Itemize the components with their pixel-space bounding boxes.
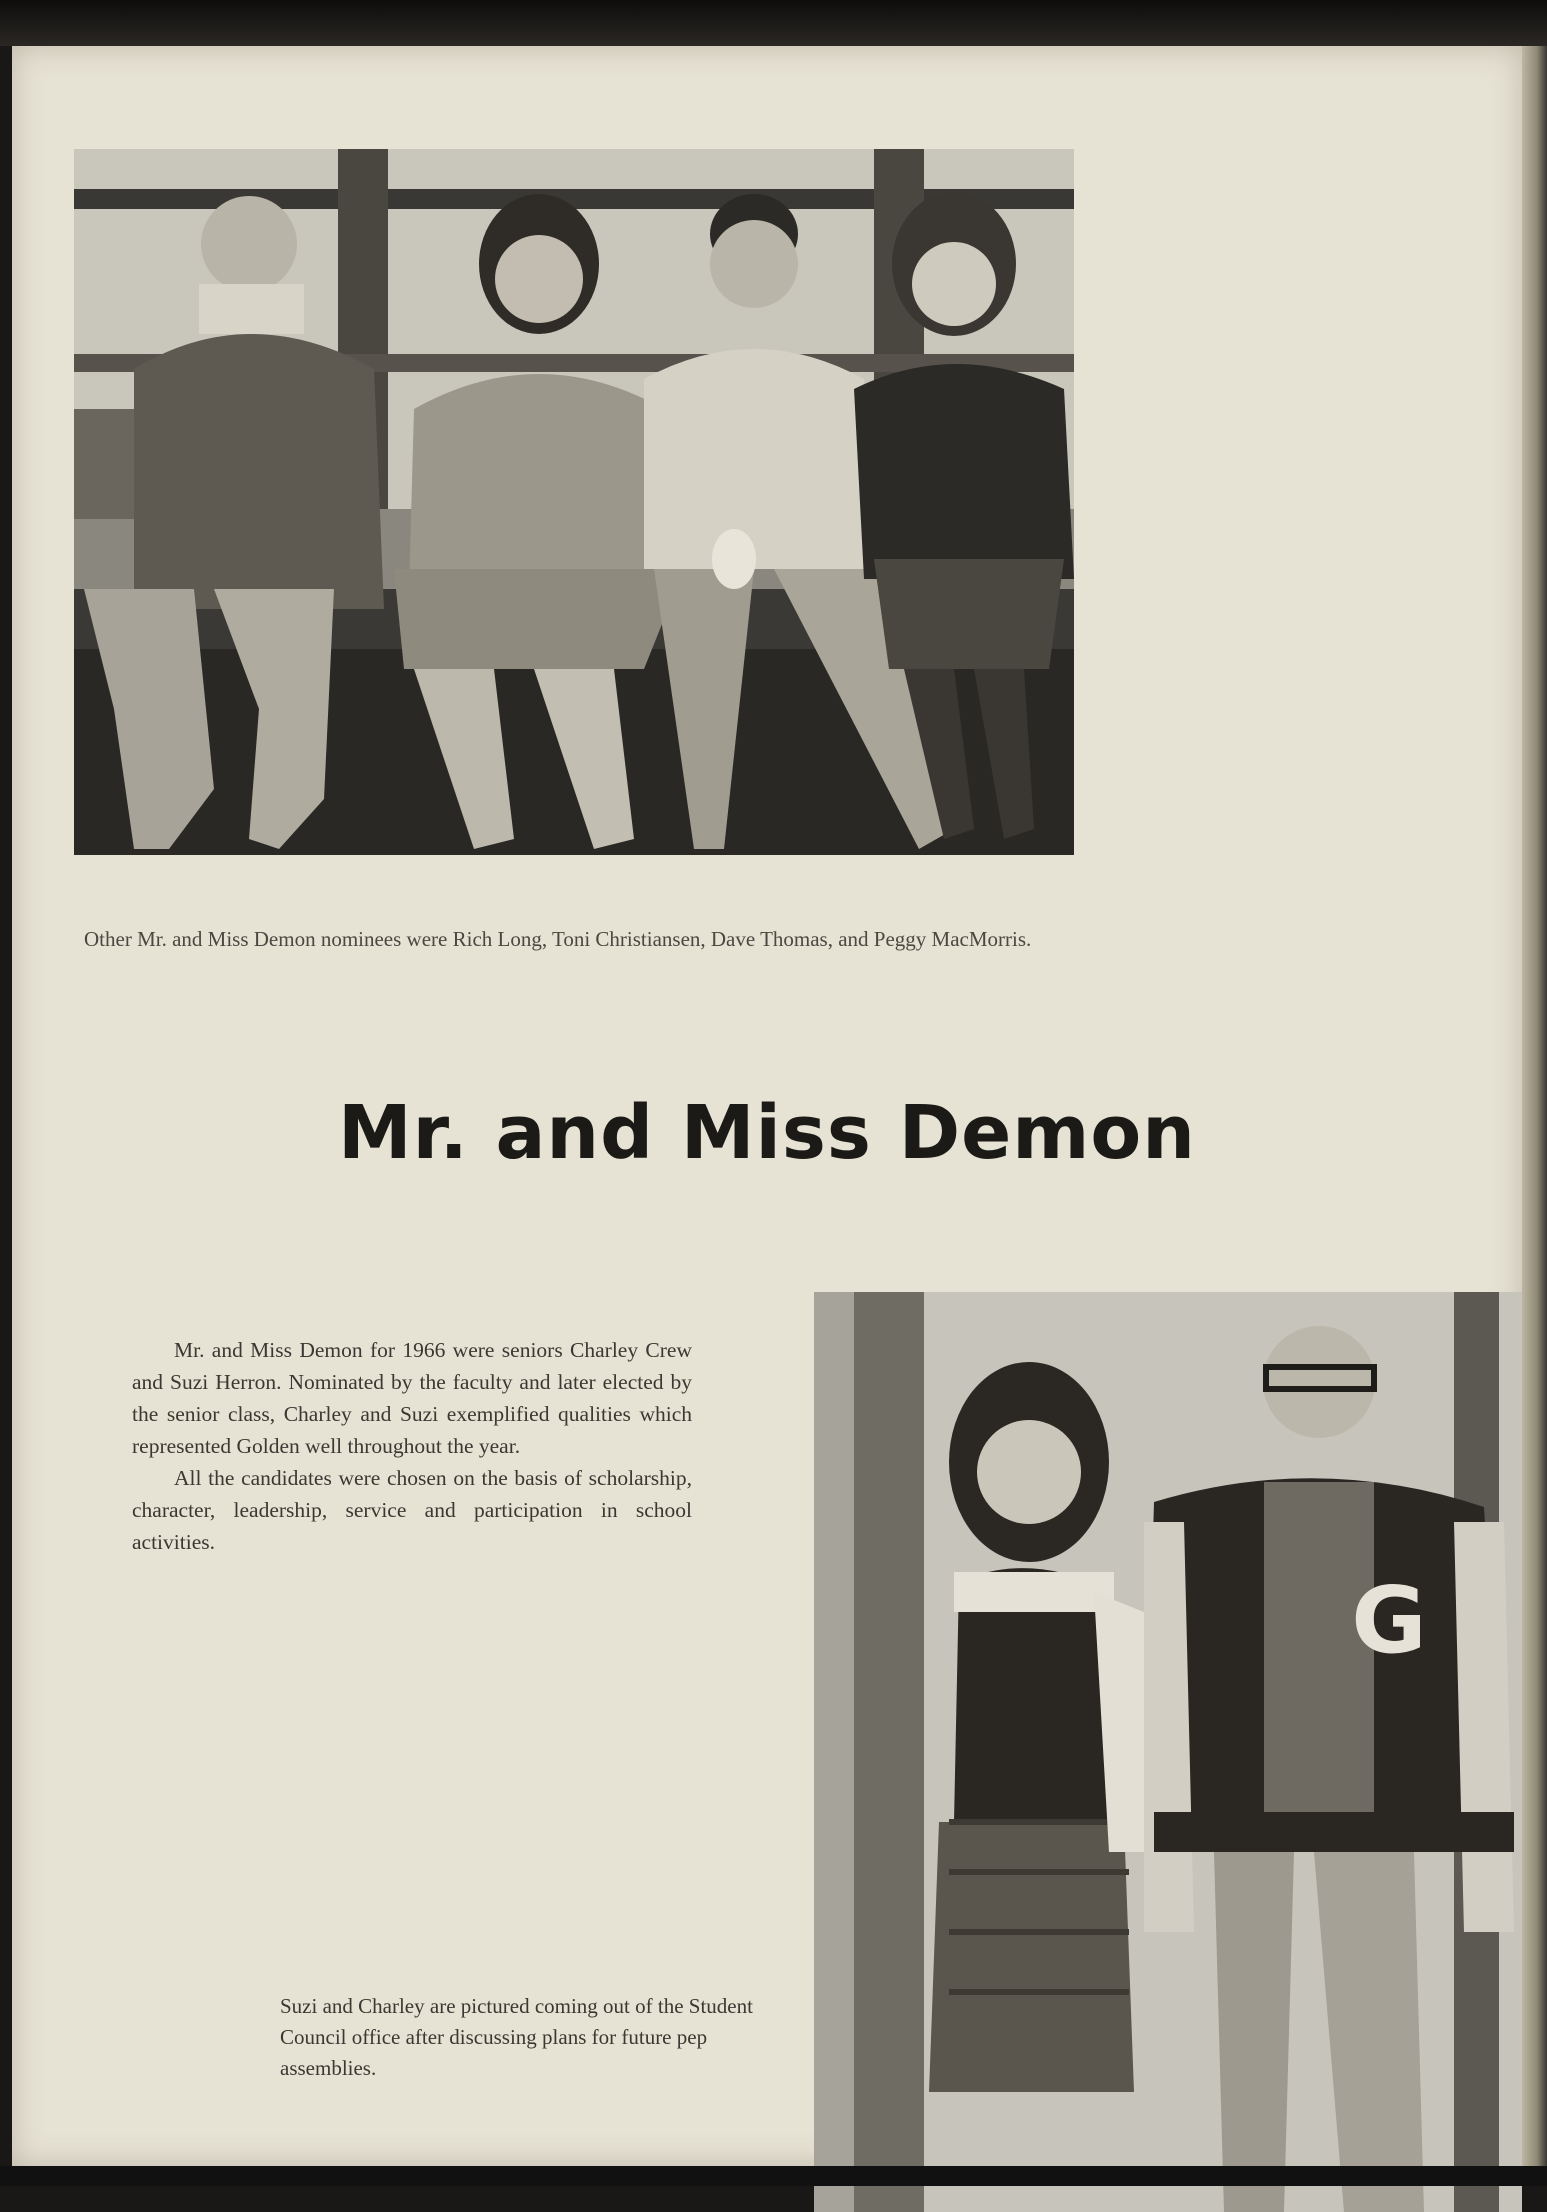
- nominees-photo: [74, 149, 1074, 855]
- winners-photo-illustration: [814, 1292, 1522, 2212]
- article-paragraph: All the candidates were chosen on the basis of scholarship, character, leadership, service and participation in school activities.: [132, 1466, 692, 1554]
- winners-photo: [814, 1292, 1522, 2212]
- scan-top-border: [0, 0, 1547, 46]
- yearbook-page: [12, 46, 1522, 2166]
- page-title: Mr. and Miss Demon: [338, 1090, 1196, 1176]
- article-body: [132, 1334, 692, 1558]
- scan-bottom-border: [0, 2166, 1547, 2186]
- page-edge-shadow: [1522, 46, 1547, 2186]
- jacket-letter: G: [1351, 1567, 1427, 1674]
- article-paragraph: Mr. and Miss Demon for 1966 were seniors Charley Crew and Suzi Herron. Nominated by the faculty and later elected by the senior class, Charley and Suzi exemplified qualities which represented Golden well throughout the year.: [132, 1338, 692, 1458]
- winners-caption: Suzi and Charley are pictured coming out of the Student Council office after discussing plans for future pep assemblies.: [280, 1994, 753, 2080]
- nominees-photo-illustration: [74, 149, 1074, 855]
- nominees-caption: Other Mr. and Miss Demon nominees were Rich Long, Toni Christiansen, Dave Thomas, and Peggy MacMorris.: [84, 927, 1032, 951]
